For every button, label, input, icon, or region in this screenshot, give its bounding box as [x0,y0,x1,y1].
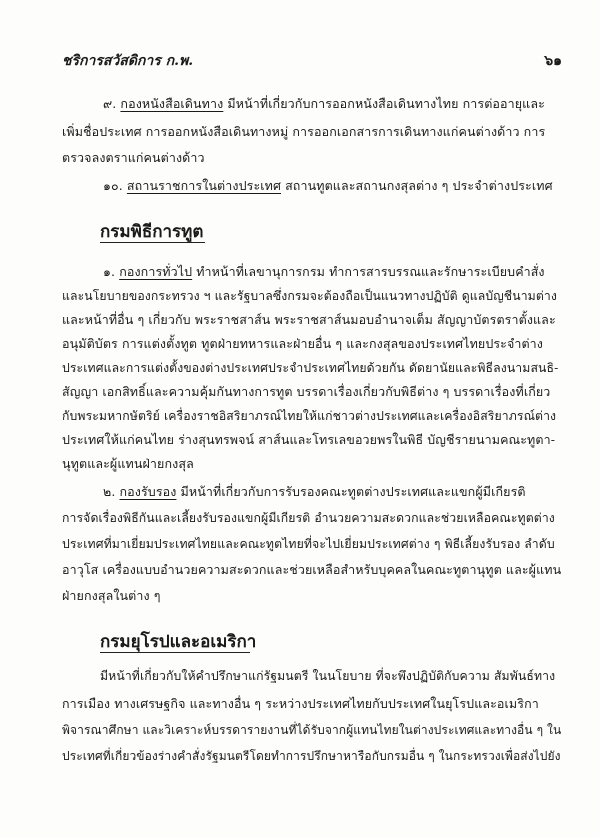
protocol-item1-line: นุทูตและผู้แทนฝ่ายกงสุล [62,456,194,471]
europe-line: การเมือง ทางเศรษฐกิจ และทางอื่น ๆ ระหว่างประเทศไทยกับประเทศในยุโรปและอเมริกา [62,696,539,711]
europe-heading: กรมยุโรปและอเมริกา [100,632,257,652]
item10-heading: สถานราชการในต่างประเทศ [126,178,281,193]
protocol-item1-text: ทำหน้าที่เลขานุการกรม ทำการสารบรรณและรักษาระเบียบคำสั่ง [196,264,545,279]
protocol-item1-line: สัญญา เอกสิทธิ์และความคุ้มกันทางการทูต บรรดาเรื่องเกี่ยวกับพิธีต่าง ๆ บรรดาเรื่องที่เกี่ยว [62,384,551,399]
protocol-item2-line: อาวุโส เครื่องแบบอำนวยความสะดวกและช่วยเหลือสำหรับบุคคลในคณะทูตานุทูต และผู้แทน [62,562,562,577]
protocol-item1-line1 [103,264,563,280]
protocol-item1-line: ประเทศให้แก่คนไทย ร่างสุนทรพจน์ สาส์นและโทรเลขอวยพรในพิธี บัญชีรายนามคณะทูตา- [62,432,556,447]
item9-line1 [103,96,563,112]
protocol-item2-heading: กองรับรอง [119,484,177,499]
protocol-item2-text: มีหน้าที่เกี่ยวกับการรับรองคณะทูตต่างประเทศและแขกผู้มีเกียรติ [180,484,526,499]
protocol-item2-line1 [103,484,563,500]
protocol-item1-number: ๑. [103,264,116,279]
item9-heading: กองหนังสือเดินทาง [120,96,224,111]
protocol-heading: กรมพิธีการทูต [100,222,204,242]
item10-text: สถานทูตและสถานกงสุลต่าง ๆ ประจำต่างประเทศ [285,178,553,193]
protocol-heading-underline [100,242,205,243]
protocol-item1-line: และนโยบายของกระทรวง ฯ และรัฐบาลซึ่งกรมจะต้องถือเป็นแนวทางปฏิบัติ ดูแลบัญชีนามต่าง [62,289,557,303]
europe-heading-underline [100,652,250,653]
running-head: ชริการสวัสดิการ ก.พ. [62,53,194,69]
protocol-item1-heading: กองการทั่วไป [119,264,193,279]
protocol-item2-line: ฝ่ายกงสุลในต่าง ๆ [62,588,161,603]
protocol-item1-line: อนุมัติบัตร การแต่งตั้งทูต ทูตฝ่ายทหารและฝ่ายอื่น ๆ และกงสุลของประเทศไทยประจำต่าง [62,336,543,351]
europe-line: มีหน้าที่เกี่ยวกับให้คำปรึกษาแก่รัฐมนตรี ในนโยบาย ที่จะพึงปฏิบัติกับความ สัมพันธ์ทาง [100,669,556,683]
europe-line: ประเทศที่เกี่ยวข้องร่างคำสั่งรัฐมนตรีโดยทำการปรึกษาหารือกับกรมอื่น ๆ ในกระทรวงเพื่อส่งไปยัง [62,749,561,763]
item9-line2: เพิ่มชื่อประเทศ การออกหนังสือเดินทางหมู่ การออกเอกสารการเดินทางแก่คนต่างด้าว การ [62,124,546,139]
protocol-item2-line: ประเทศที่มาเยี่ยมประเทศไทยและคณะทูตไทยที่จะไปเยี่ยมประเทศต่าง ๆ พิธีเลี้ยงรับรอง ลำดับ [62,537,555,551]
protocol-item2-number: ๒. [103,484,116,499]
protocol-item1-line: กับพระมหากษัตริย์ เครื่องราชอิสริยาภรณ์ไทยให้แก่ชาวต่างประเทศและเครื่องอิสริยาภรณ์ต่าง [62,409,557,423]
page-number: ๖๑ [544,53,562,69]
protocol-item2-line: การจัดเรื่องพิธีกันและเลี้ยงรับรองแขกผู้มีเกียรติ อำนวยความสะดวกและช่วยเหลือคณะทูตต่าง [62,511,555,525]
europe-line: พิจารณาศึกษา และวิเคราะห์บรรดารายงานที่ได้รับจากผู้แทนไทยในต่างประเทศและทางอื่น ๆ ใน [62,723,562,737]
protocol-item1-line: ประเทศและการแต่งตั้งของต่างประเทศประจำประเทศไทยด้วยกัน ดัดยานัยและพิธีลงนามสนธิ- [62,361,559,375]
item10-line [103,178,563,194]
item10-number: ๑๐. [103,178,123,193]
item9-number: ๙. [103,96,117,111]
item9-line3: ตรวจลงตราแก่คนต่างด้าว [62,150,205,165]
protocol-item1-line: และหน้าที่อื่น ๆ เกี่ยวกับ พระราชสาส์น พระราชสาส์นมอบอำนาจเต็ม สัญญาบัตรตราตั้งและ [62,312,556,327]
item9-text: มีหน้าที่เกี่ยวกับการออกหนังสือเดินทางไทย การต่ออายุและ [227,96,545,111]
